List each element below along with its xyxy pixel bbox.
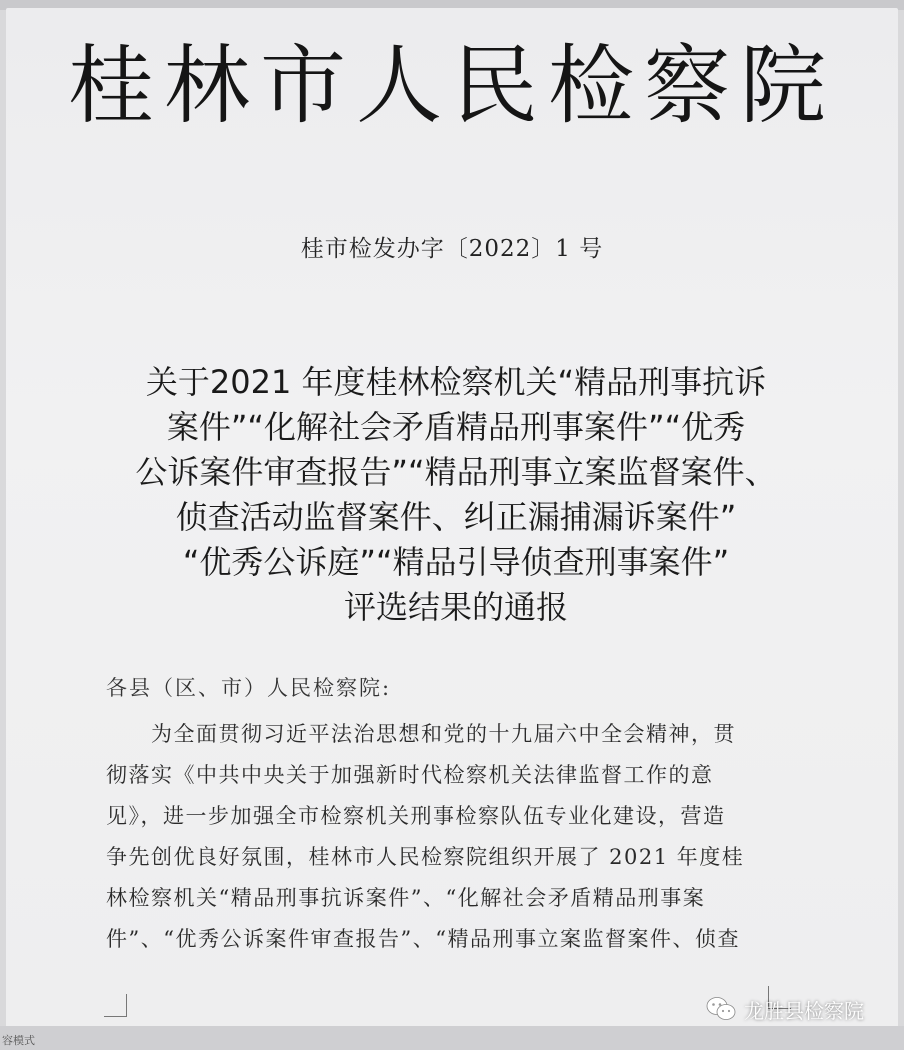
body-line: 件”、“优秀公诉案件审查报告”、“精品刑事立案监督案件、侦查	[106, 927, 740, 951]
title-line: 侦查活动监督案件、纠正漏捕漏诉案件”	[175, 498, 737, 536]
title-line: 案件”“化解社会矛盾精品刑事案件”“优秀	[166, 408, 746, 446]
status-bar	[0, 1026, 904, 1050]
title-line: 评选结果的通报	[343, 588, 568, 626]
watermark	[706, 994, 864, 1024]
body-line: 为全面贯彻习近平法治思想和党的十九届六中全会精神，贯	[106, 722, 736, 746]
salutation: 各县（区、市）人民检察院:	[106, 676, 392, 700]
wechat-icon	[706, 996, 736, 1022]
body-line: 彻落实《中共中央关于加强新时代检察机关法律监督工作的意	[106, 763, 714, 787]
document-body	[106, 714, 806, 960]
body-line: 林检察机关“精品刑事抗诉案件”、“化解社会矛盾精品刑事案	[106, 886, 706, 910]
document-title	[86, 360, 826, 630]
title-line: 公诉案件审查报告”“精品刑事立案监督案件、	[135, 453, 777, 491]
watermark-text: 龙胜县检察院	[744, 998, 864, 1023]
crop-mark-bottom-left	[104, 994, 127, 1017]
compatibility-mode-label[interactable]: 容模式	[2, 1034, 35, 1047]
document-page	[6, 8, 898, 1028]
body-line: 见》，进一步加强全市检察机关刑事检察队伍专业化建设，营造	[106, 804, 726, 828]
document-number: 桂市检发办字〔2022〕1 号	[300, 236, 604, 262]
title-line: 关于2021 年度桂林检察机关“精品刑事抗诉	[145, 363, 767, 401]
issuer-heading: 桂林市人民检察院	[68, 36, 836, 136]
body-line: 争先创优良好氛围，桂林市人民检察院组织开展了 2021 年度桂	[106, 845, 745, 869]
title-line: “优秀公诉庭”“精品引导侦查刑事案件”	[182, 543, 730, 581]
